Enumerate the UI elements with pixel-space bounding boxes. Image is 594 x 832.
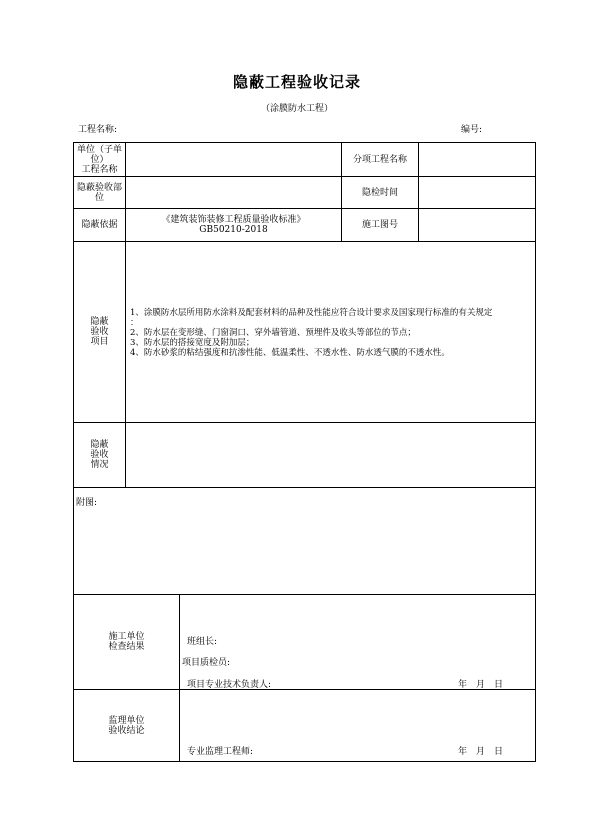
items-label-1: 隐蔽 (90, 317, 109, 327)
quality-inspector-label: 项目质检员: (182, 658, 231, 668)
unit-name-field[interactable] (126, 143, 341, 176)
basis-standard-name: 《建筑装饰装修工程质量验收标准》 (161, 215, 306, 225)
construction-result-label: 检查结果 (108, 642, 145, 652)
items-label-2: 验收 (90, 327, 109, 337)
inspection-item: 3、防水层的搭接宽度及附加层； (130, 338, 255, 348)
team-leader-label: 班组长: (187, 637, 218, 647)
attachment-label: 附图: (76, 498, 98, 508)
supervision-engineer-label: 专业监理工程师: (187, 747, 254, 757)
project-name-label: 工程名称: (78, 125, 118, 135)
sub-project-label: 分项工程名称 (352, 154, 407, 165)
items-label-3: 项目 (90, 337, 109, 347)
document-title: 隐蔽工程验收记录 (232, 73, 361, 91)
inspection-item: 1、涂膜防水层所用防水涂料及配套材料的品种及性能应符合设计要求及国家现行标准的有关规定 (130, 308, 493, 318)
construction-date: 年 月 日 (458, 680, 504, 690)
drawing-no-label: 施工图号 (361, 220, 398, 230)
document-subtitle: （涂膜防水工程） (260, 104, 333, 114)
supervision-date: 年 月 日 (458, 747, 504, 757)
hidden-part-label: 隐蔽验收部位 (76, 182, 122, 203)
situation-label-1: 隐蔽 (90, 440, 109, 450)
inspection-item: 4、防水砂浆的粘结强度和抗渗性能、低温柔性、不透水性、防水透气膜的不透水性。 (130, 348, 450, 358)
basis-standard-code: GB50210-2018 (199, 225, 268, 235)
supervision-unit-label: 监理单位 (108, 715, 145, 726)
tech-leader-label: 项目专业技术负责人: (187, 680, 272, 690)
inspection-item: ： (130, 318, 139, 328)
number-label: 编号: (461, 125, 483, 135)
inspect-time-label: 隐检时间 (361, 187, 398, 198)
situation-label-3: 情况 (90, 460, 109, 470)
sub-project-field[interactable] (419, 143, 535, 176)
drawing-no-field[interactable] (419, 209, 535, 241)
hidden-part-field[interactable] (126, 177, 341, 208)
unit-label-line2: 工程名称 (81, 164, 118, 175)
attachment-area[interactable] (74, 506, 535, 593)
situation-label-2: 验收 (90, 450, 109, 460)
construction-unit-label: 施工单位 (108, 632, 145, 642)
inspection-item: 2、防水层在变形缝、门窗洞口、穿外墙管道、预埋件及收头等部位的节点； (130, 328, 416, 338)
supervision-conclusion-label: 验收结论 (108, 725, 145, 736)
situation-field[interactable] (126, 423, 535, 487)
unit-label-line1: 单位（子单位） (76, 144, 122, 165)
inspection-items-list (130, 308, 535, 358)
basis-label: 隐蔽依据 (81, 220, 118, 230)
inspect-time-field[interactable] (419, 177, 535, 208)
